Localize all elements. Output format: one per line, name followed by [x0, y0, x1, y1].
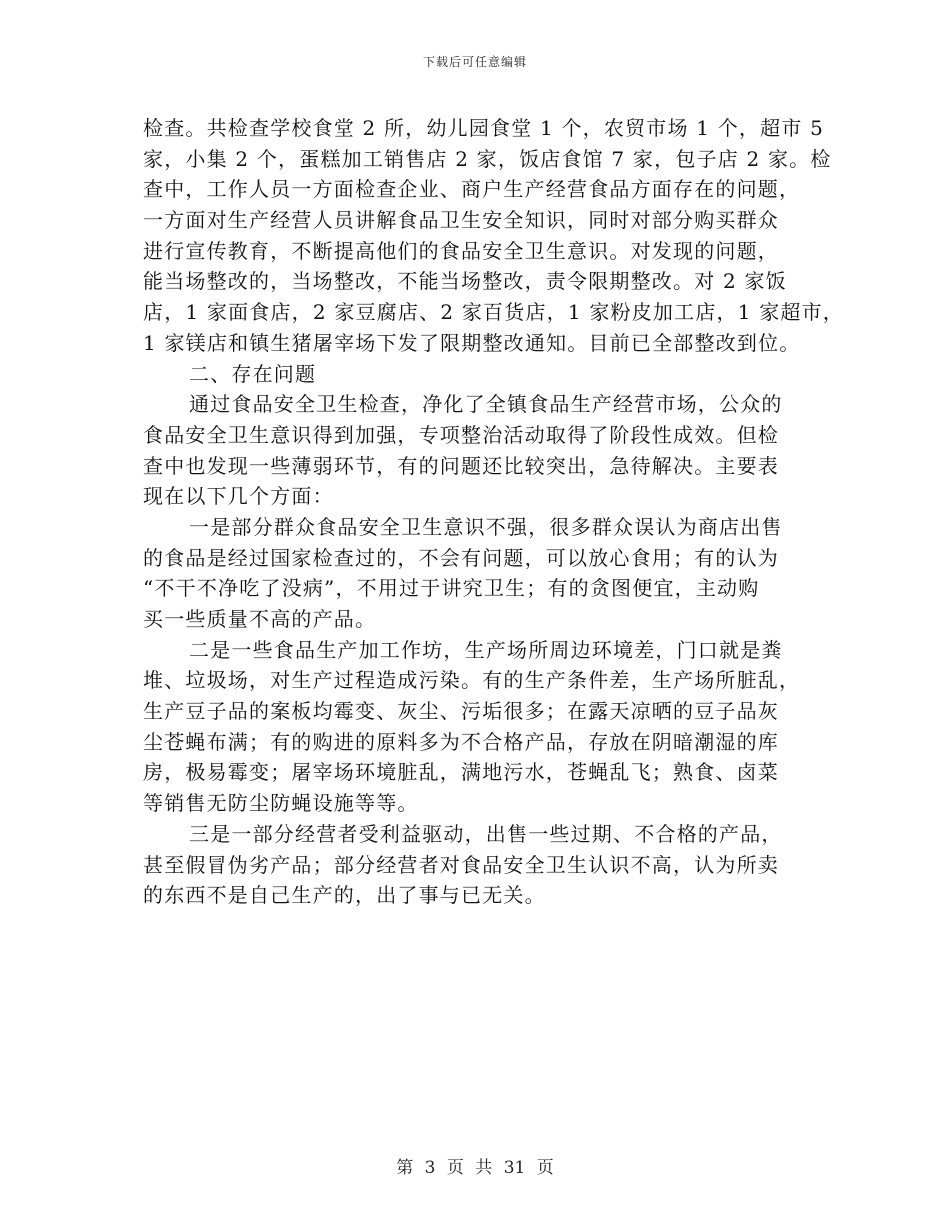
body-line: 食品安全卫生意识得到加强，专项整治活动取得了阶段性成效。但检 — [143, 422, 779, 447]
body-line: 甚至假冒伪劣产品；部分经营者对食品安全卫生认识不高，认为所卖 — [143, 852, 779, 877]
body-line: 进行宣传教育，不断提高他们的食品安全卫生意识。对发现的问题， — [143, 238, 779, 263]
body-line: 查中，工作人员一方面检查企业、商户生产经营食品方面存在的问题， — [143, 177, 801, 202]
paragraph-start: 三是一部分经营者受利益驱动，出售一些过期、不合格的产品， — [189, 821, 783, 846]
body-line: 买一些质量不高的产品。 — [143, 607, 377, 631]
paragraph-start: 通过食品安全卫生检查，净化了全镇食品生产经营市场，公众的 — [189, 392, 783, 417]
document-body — [143, 113, 845, 911]
body-line: 现在以下几个方面： — [143, 484, 334, 509]
page-footer: 第 3 页 共 31 页 — [396, 1158, 554, 1178]
paragraph-start: 一是部分群众食品安全卫生意识不强，很多群众误认为商店出售 — [189, 514, 783, 539]
body-line: 生产豆子品的案板均霉变、灰尘、污垢很多；在露天凉晒的豆子品灰 — [143, 699, 779, 724]
body-line: 店，1 家面食店，2 家豆腐店、2 家百货店，1 家粉皮加工店，1 家超市， — [143, 300, 845, 325]
body-line: 的东西不是自己生产的，出了事与已无关。 — [143, 883, 546, 908]
body-line: 1 家镁店和镇生猪屠宰场下发了限期整改通知。目前已全部整改到位。 — [143, 330, 801, 355]
body-line: 尘苍蝇布满；有的购进的原料多为不合格产品，存放在阴暗潮湿的库 — [143, 729, 779, 754]
body-line: 房，极易霉变；屠宰场环境脏乱，满地污水，苍蝇乱飞；熟食、卤菜 — [143, 760, 779, 785]
body-line: “不干不净吃了没病”，不用过于讲究卫生；有的贪图便宜，主动购 — [143, 576, 760, 601]
body-line: 的食品是经过国家检查过的，不会有问题，可以放心食用；有的认为 — [143, 545, 779, 570]
paragraph-start: 二是一些食品生产加工作坊，生产场所周边环境差，门口就是粪 — [189, 637, 783, 662]
body-line: 等销售无防尘防蝇设施等等。 — [143, 791, 419, 816]
page-header: 下载后可任意编辑 — [422, 55, 527, 69]
section-heading: 二、存在问题 — [189, 361, 317, 386]
body-line: 查中也发现一些薄弱环节，有的问题还比较突出，急待解决。主要表 — [143, 453, 779, 478]
body-line: 能当场整改的，当场整改，不能当场整改，责令限期整改。对 2 家饭 — [143, 269, 787, 294]
body-line: 检查。共检查学校食堂 2 所，幼儿园食堂 1 个，农贸市场 1 个，超市 5 — [143, 116, 824, 140]
body-line: 家，小集 2 个，蛋糕加工销售店 2 家，饭店食馆 7 家，包子店 2 家。检 — [143, 146, 832, 171]
body-line: 堆、垃圾场，对生产过程造成污染。有的生产条件差，生产场所脏乱， — [143, 668, 801, 693]
body-line: 一方面对生产经营人员讲解食品卫生安全知识，同时对部分购买群众 — [143, 208, 779, 233]
